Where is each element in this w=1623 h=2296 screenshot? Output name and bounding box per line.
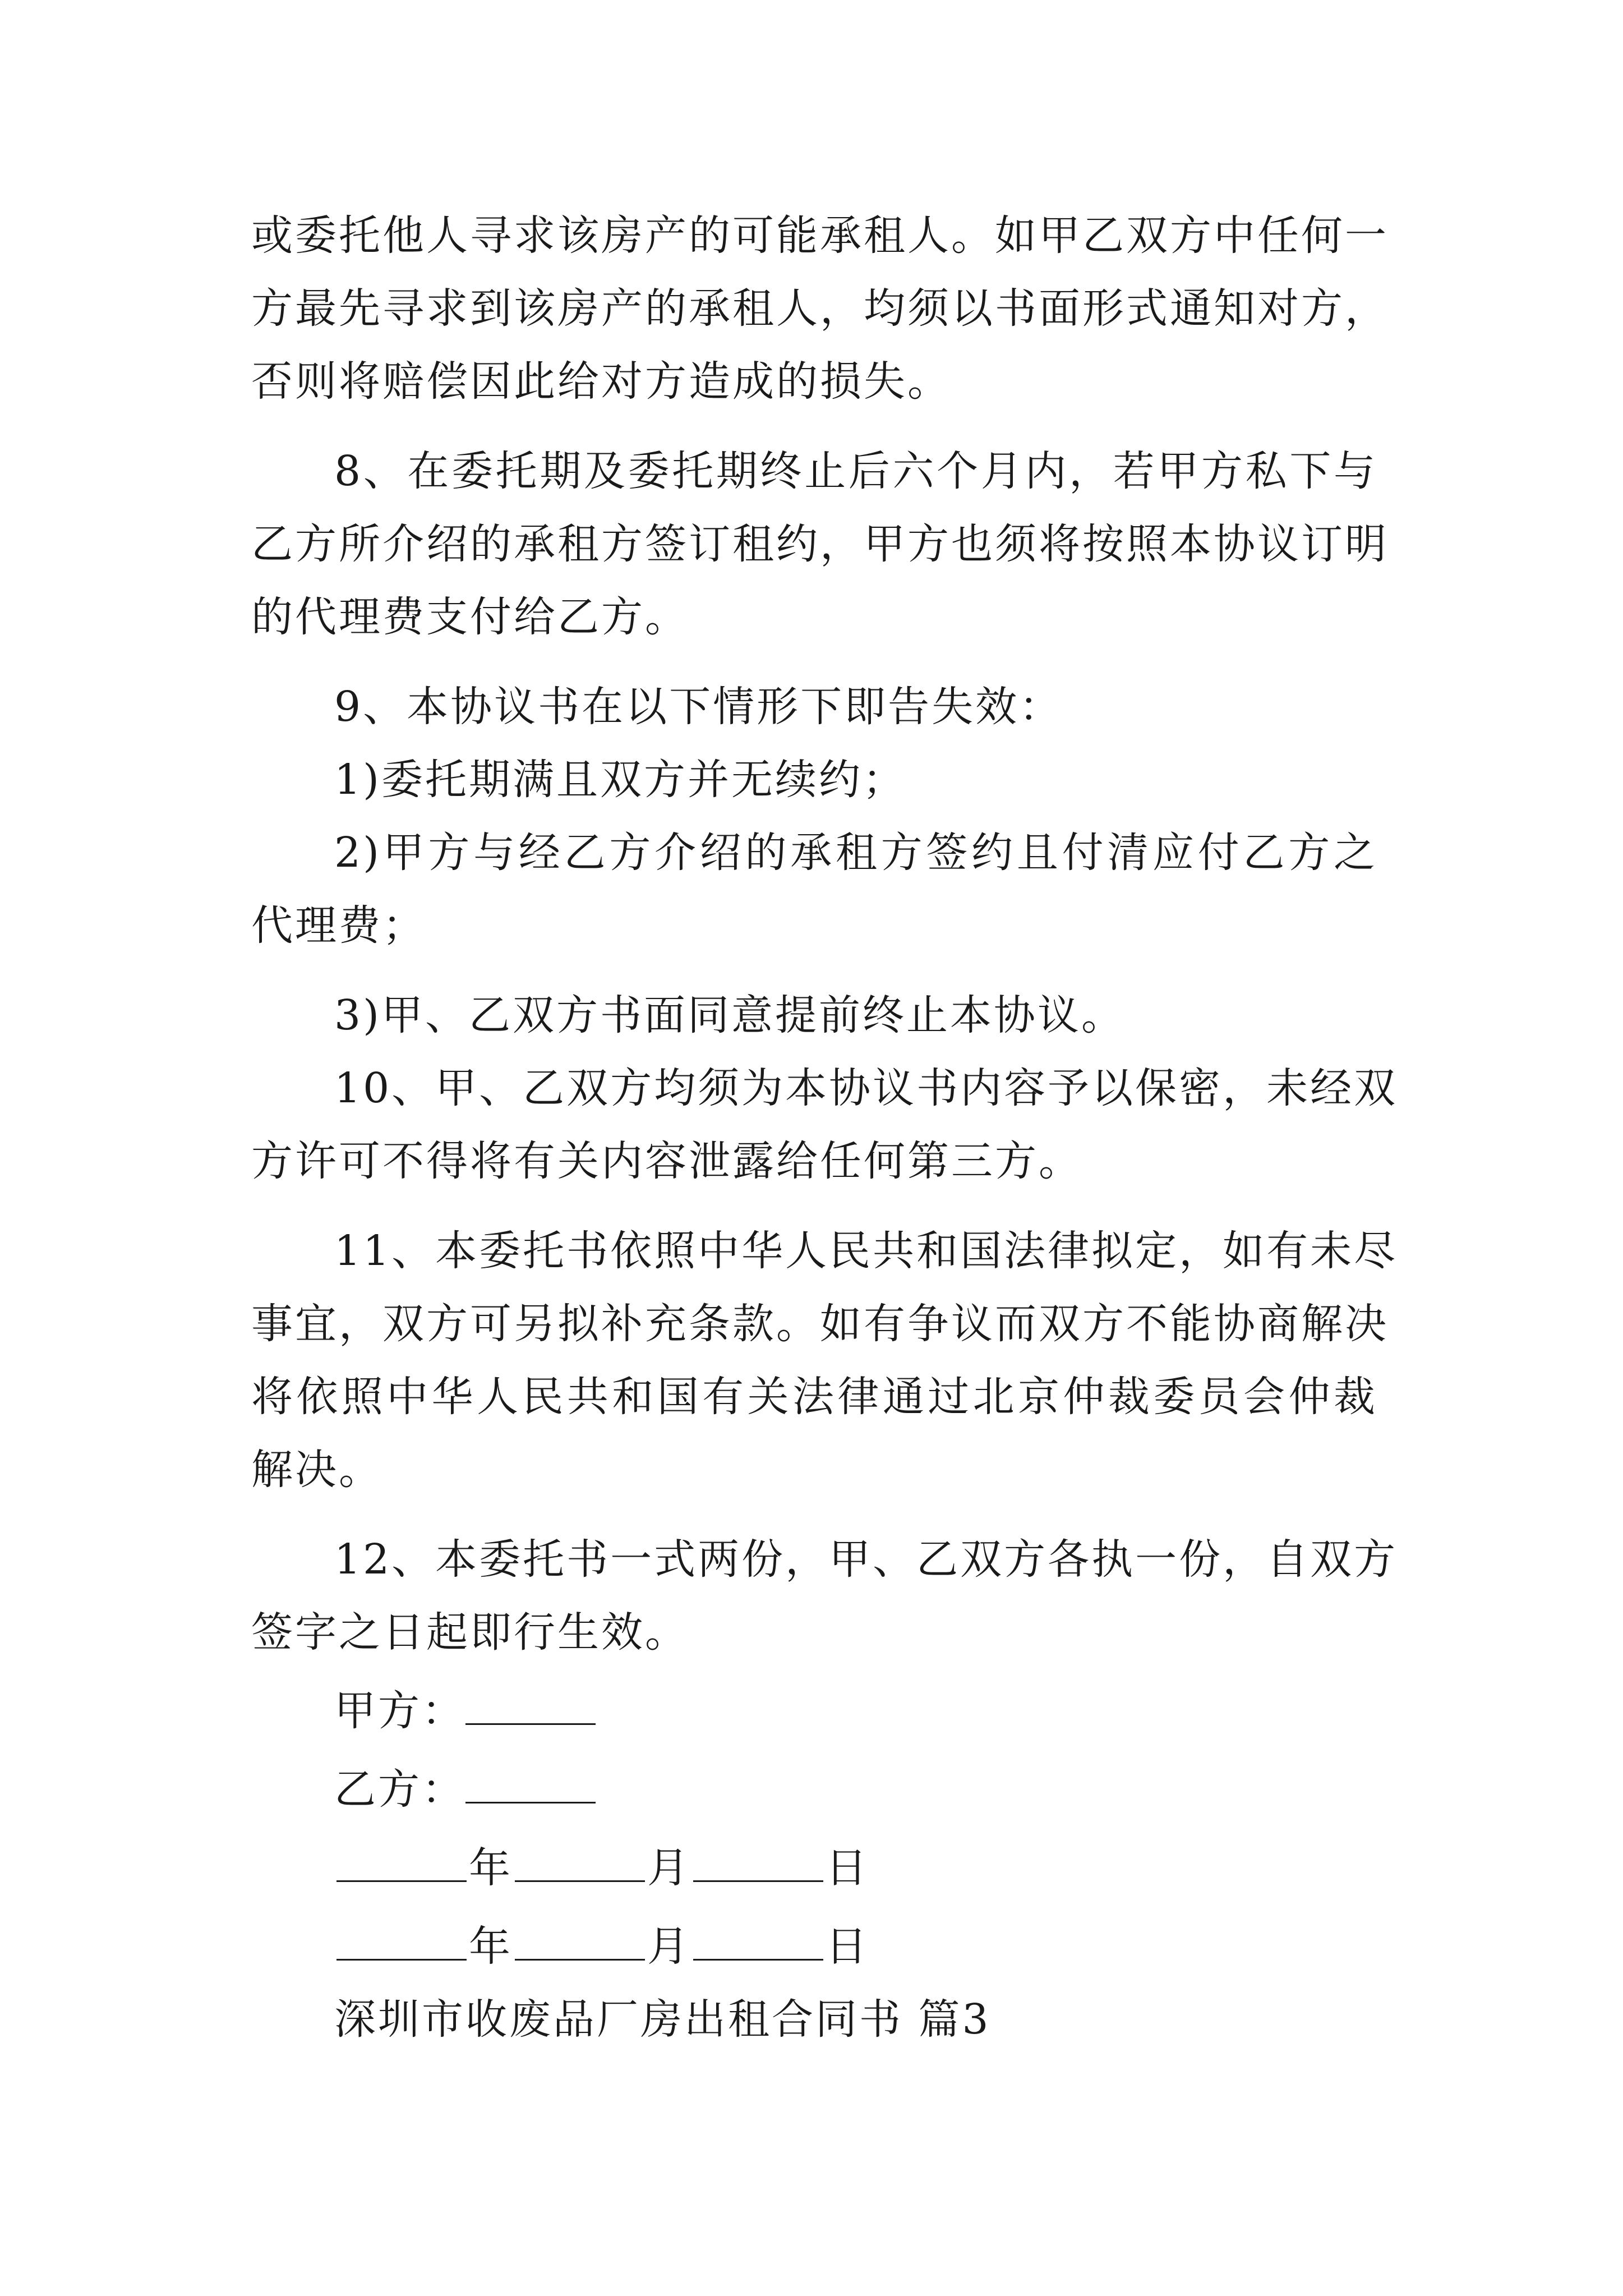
month-label: 月 bbox=[647, 1844, 691, 1892]
body-line: 方最先寻求到该房产的承租人，均须以书面形式通知对方， bbox=[251, 284, 1389, 333]
party-a-blank[interactable] bbox=[465, 1690, 596, 1725]
clause-9-line: 9、本协议书在以下情形下即告失效： bbox=[334, 683, 1063, 731]
clause-9-item-3: 3)甲、乙双方书面同意提前终止本协议。 bbox=[334, 991, 1125, 1039]
year-label: 年 bbox=[469, 1844, 513, 1892]
body-line: 或委托他人寻求该房产的可能承租人。如甲乙双方中任何一 bbox=[251, 211, 1389, 260]
day-label: 日 bbox=[826, 1922, 869, 1971]
body-line: 解决。 bbox=[251, 1446, 382, 1494]
clause-8-line: 8、在委托期及委托期终止后六个月内，若甲方私下与 bbox=[334, 447, 1377, 495]
party-b-label: 乙方： bbox=[334, 1765, 465, 1814]
body-line: 签字之日起即行生效。 bbox=[251, 1608, 689, 1657]
month-label: 月 bbox=[647, 1922, 691, 1971]
day-blank[interactable] bbox=[693, 1925, 823, 1961]
clause-10-line: 10、甲、乙双方均须为本协议书内容予以保密，未经双 bbox=[334, 1064, 1398, 1112]
clause-12-line: 12、本委托书一式两份，甲、乙双方各执一份，自双方 bbox=[334, 1535, 1398, 1584]
body-line: 事宜，双方可另拟补充条款。如有争议而双方不能协商解决 bbox=[251, 1300, 1389, 1348]
year-label: 年 bbox=[469, 1922, 513, 1971]
day-label: 日 bbox=[826, 1844, 869, 1892]
party-a-label: 甲方： bbox=[334, 1687, 465, 1735]
body-line: 代理费； bbox=[251, 901, 426, 950]
year-blank[interactable] bbox=[336, 1925, 467, 1961]
body-line: 否则将赔偿因此给对方造成的损失。 bbox=[251, 357, 951, 406]
party-a-signature bbox=[334, 1683, 596, 1739]
party-b-blank[interactable] bbox=[465, 1768, 596, 1803]
body-line: 乙方所介绍的承租方签订租约，甲方也须将按照本协议订明 bbox=[251, 520, 1389, 568]
clause-9-item-1: 1)委托期满且双方并无续约； bbox=[334, 756, 906, 804]
clause-11-line: 11、本委托书依照中华人民共和国法律拟定，如有未尽 bbox=[334, 1227, 1398, 1275]
month-blank[interactable] bbox=[515, 1925, 645, 1961]
day-blank[interactable] bbox=[693, 1847, 823, 1882]
year-blank[interactable] bbox=[336, 1847, 467, 1882]
body-line: 将依照中华人民共和国有关法律通过北京仲裁委员会仲裁 bbox=[251, 1373, 1377, 1421]
body-line: 方许可不得将有关内容泄露给任何第三方。 bbox=[251, 1137, 1082, 1185]
body-line: 的代理费支付给乙方。 bbox=[251, 593, 689, 641]
section-heading: 深圳市收废品厂房出租合同书 篇3 bbox=[334, 1995, 991, 2044]
clause-9-item-2: 2)甲方与经乙方介绍的承租方签约且付清应付乙方之 bbox=[334, 829, 1377, 877]
party-b-signature bbox=[334, 1761, 596, 1818]
date-line-2 bbox=[334, 1918, 869, 1975]
month-blank[interactable] bbox=[515, 1847, 645, 1882]
date-line-1 bbox=[334, 1840, 869, 1896]
